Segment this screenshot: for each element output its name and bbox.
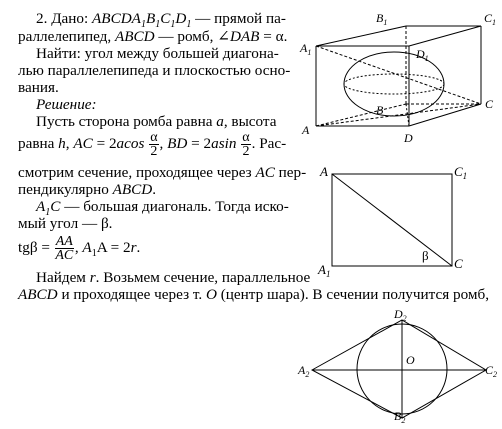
prism-figure — [296, 6, 502, 156]
line-5: вания. — [18, 79, 59, 96]
line-4: лью параллелепипеда и плоскостью осно- — [18, 62, 291, 79]
svg-text:C: C — [454, 256, 463, 271]
svg-text:D2: $D_2$ — [394, 308, 407, 323]
given-label: Дано: — [51, 10, 89, 27]
svg-text:β: β — [422, 248, 429, 263]
svg-text:A2: $A_2$ — [298, 363, 310, 379]
line-10: пендикулярно ABCD. — [18, 181, 157, 198]
line-8: равна h, AC = 2acos $\frac{\alpha}{2}$ , BD = 2asin $\frac{\alpha}{2}$ . Рас- — [18, 130, 287, 160]
problem-number: 2. — [36, 10, 48, 27]
line-3: Найти: угол между большей диагона- — [36, 45, 279, 62]
section-rectangle-figure — [316, 162, 476, 278]
svg-text:D: D — [404, 131, 413, 145]
line-1: 2. Дано: $ABCDA_1B_1C_1D_1$ — прямой па- — [36, 10, 286, 31]
svg-text:C1: $C_1$ — [454, 164, 468, 181]
svg-text:A: A — [320, 164, 328, 179]
svg-text:C1: $C_1$ — [484, 11, 497, 27]
solution-heading: Решение: — [36, 96, 97, 113]
line-14: Найдем r. Возьмем сечение, параллельное — [36, 269, 311, 286]
line-15: ABCD и проходящее через т. O (центр шара). В сечении получится ромб, — [18, 286, 490, 303]
line-13: tgβ = $\frac{AA}{AC}$ , $A_1A = 2r$. — [18, 234, 141, 264]
svg-text:B: B — [376, 103, 384, 117]
line-12: мый угол — β. — [18, 215, 113, 232]
line-2: раллелепипед, ABCD — ромб, ∠DAB = α. — [18, 28, 288, 45]
rhombus-figure — [296, 308, 502, 429]
svg-text:C2: $C_2$ — [485, 363, 498, 379]
svg-text:C: C — [485, 97, 494, 111]
line-11: $A_1C$ — большая диагональ. Тогда иско- — [36, 198, 289, 219]
frac-alpha-2: $\frac{\alpha}{2}$ — [150, 130, 158, 160]
svg-text:O: O — [406, 353, 415, 367]
svg-text:A1: $A_1$ — [300, 41, 312, 57]
svg-text:A1: $A_1$ — [318, 262, 331, 278]
prism-name: $ABCDA_1B_1C_1D_1$ — [92, 10, 192, 31]
label-b1: $B_1$ — [376, 11, 388, 27]
line-9: смотрим сечение, проходящее через AC пер- — [18, 164, 307, 181]
svg-text:D1: $D_1$ — [416, 47, 429, 63]
svg-text:B2: $B_2$ — [394, 409, 406, 425]
svg-text:A: A — [302, 123, 310, 137]
frac-alpha-2b: $\frac{\alpha}{2}$ — [242, 130, 250, 160]
frac-aa-ac: $\frac{AA}{AC}$ — [55, 234, 74, 264]
line-7: Пусть сторона ромба равна a, высота — [36, 113, 277, 130]
